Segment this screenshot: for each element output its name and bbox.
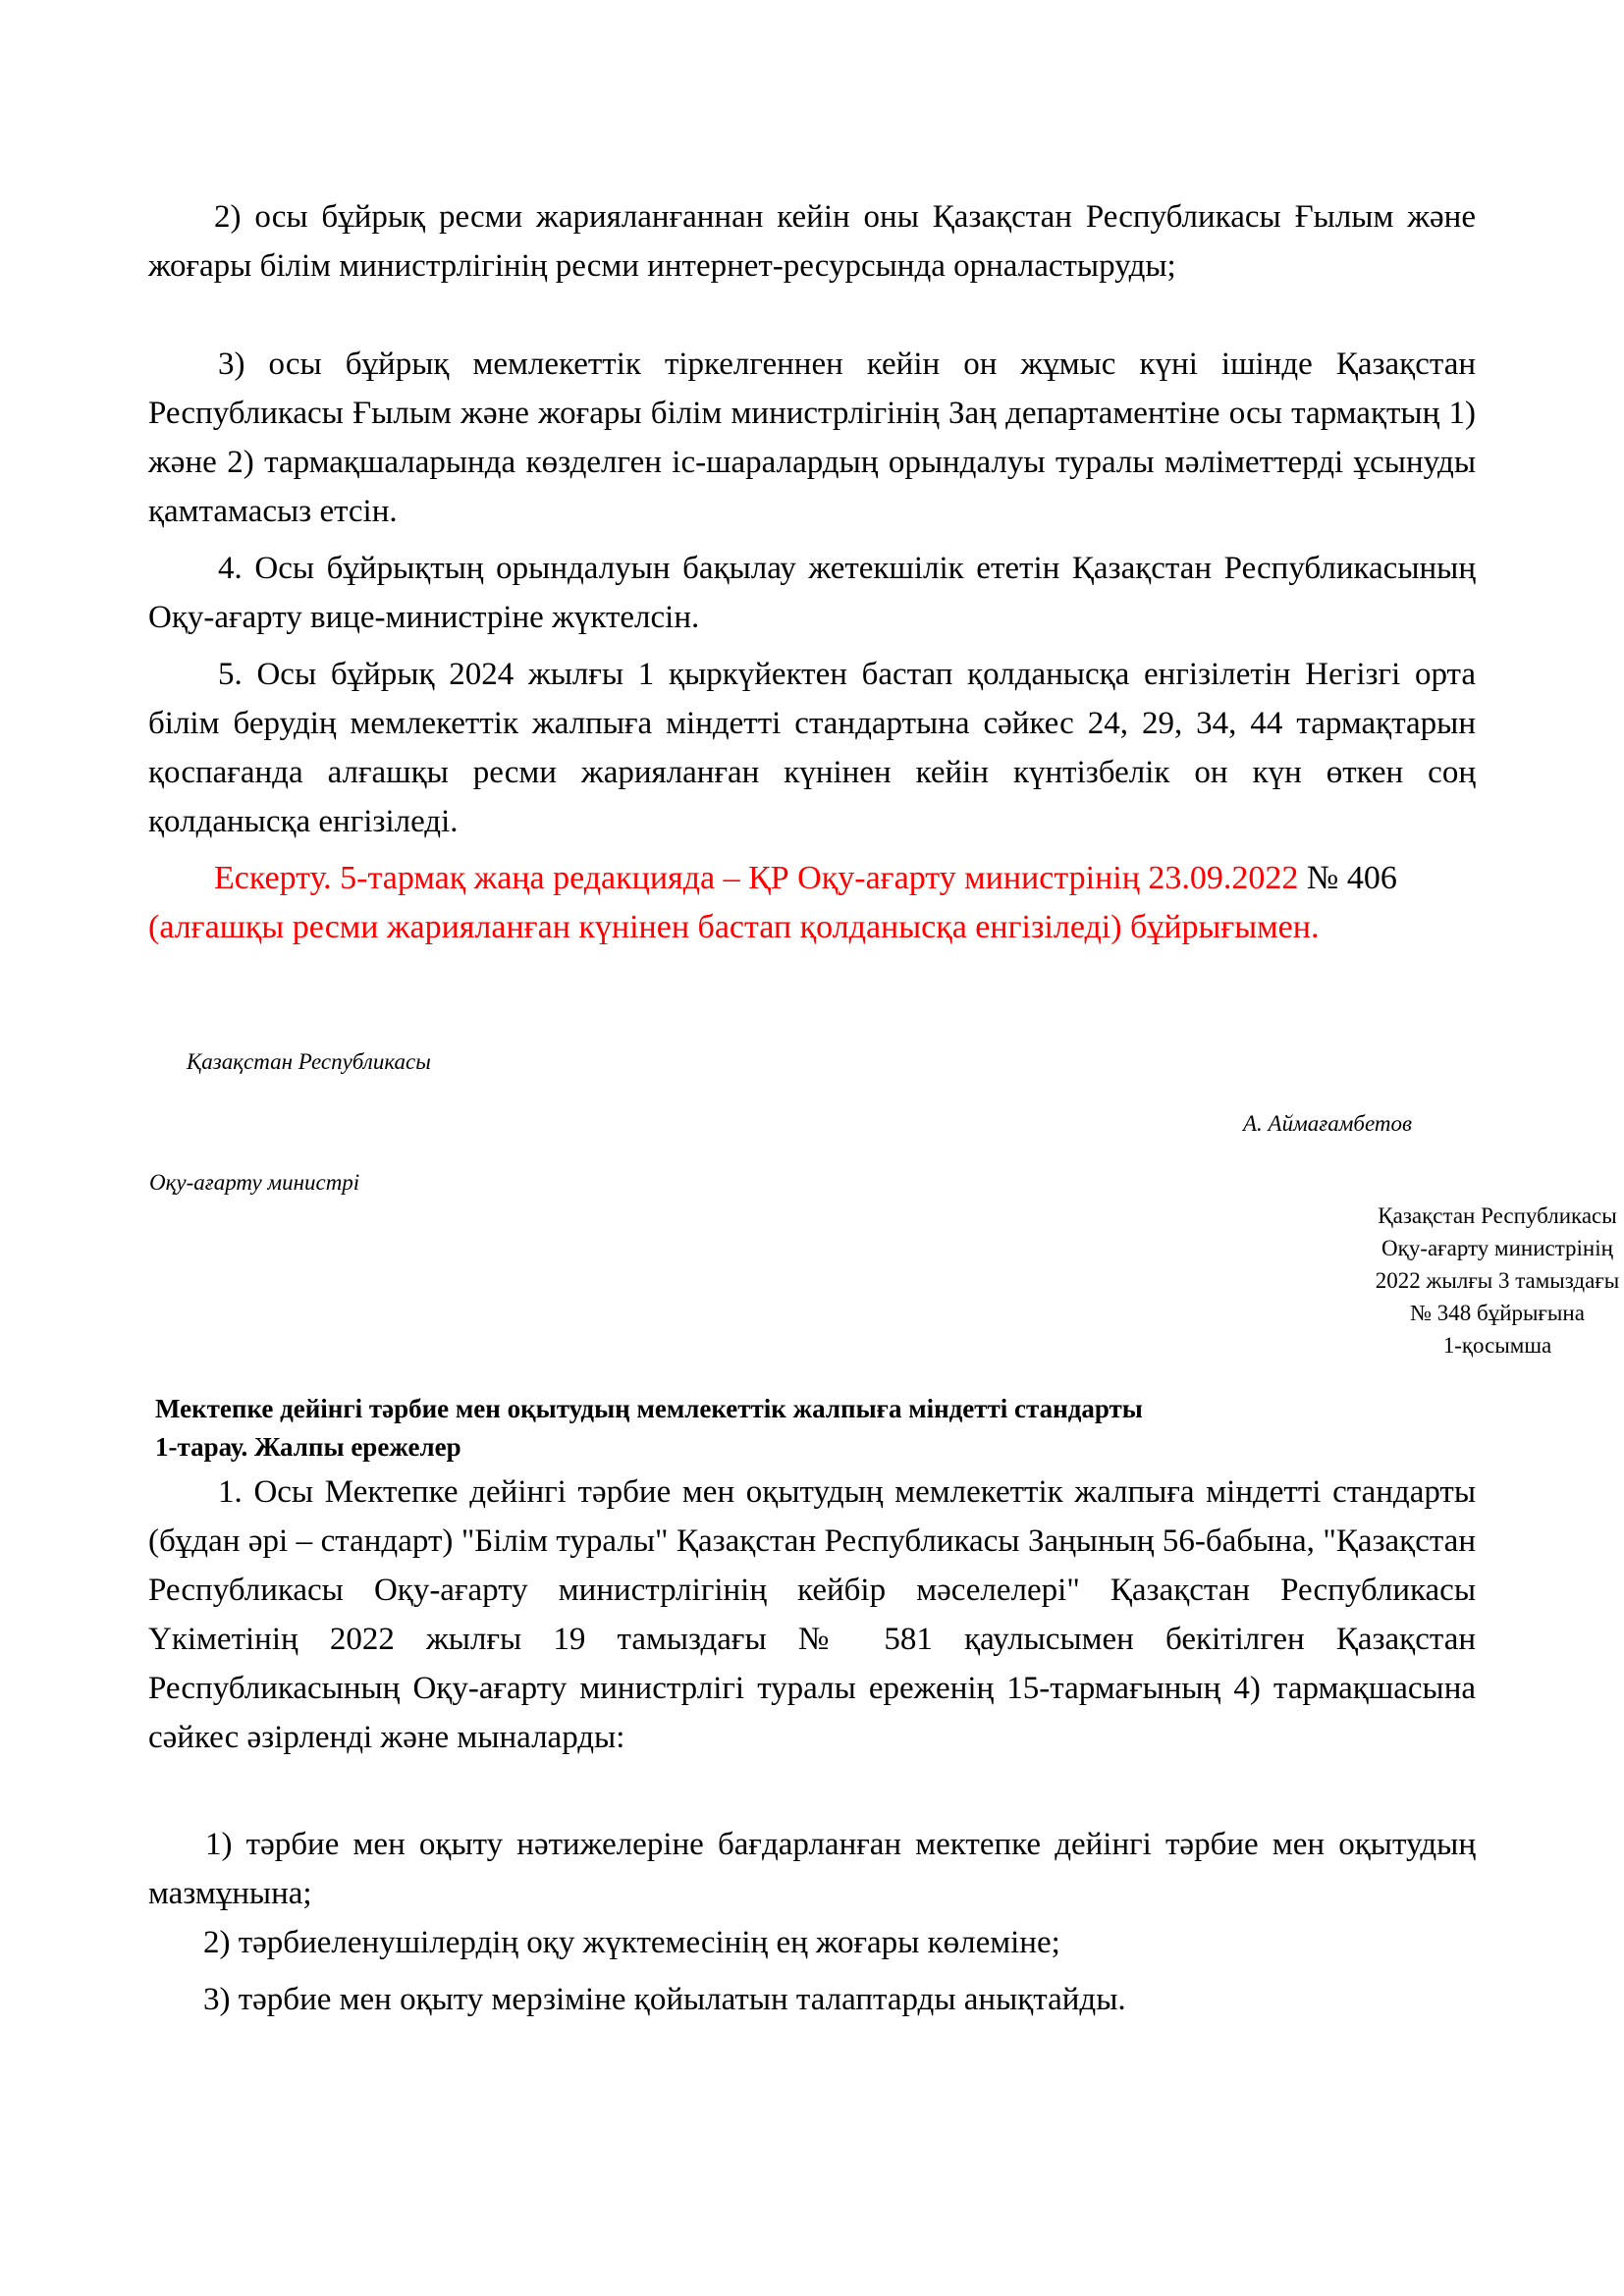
- standard-title: Мектепке дейінгі тәрбие мен оқытудың мемлекеттік жалпыға міндетті стандарты: [155, 1394, 1143, 1423]
- signature-name: А. Аймағамбетов: [1243, 1111, 1412, 1136]
- annex-line-4: № 348 бұйрығына: [1410, 1301, 1585, 1325]
- paragraph-3: 3) осы бұйрық мемлекеттік тіркелгеннен кейін он жұмыс күні ішінде Қазақстан Республикасы Ғылым және жоғары білім министрлігінің Заң департаментіне осы тармақтың 1) және 2) тармақшаларында көзделген іс-шаралардың орындалуы туралы мәліметтерді ұсынуды қамтамасыз етсін.: [148, 347, 1476, 529]
- annex-line-2: Оқу-ағарту министрінің: [1381, 1236, 1613, 1260]
- standard-item-2: 2) тәрбиеленушілердің оқу жүктемесінің ең жоғары көлеміне;: [203, 1925, 1060, 1960]
- amendment-note-effective: (алғашқы ресми жарияланған күнінен бастап қолданысқа енгізіледі) бұйрығымен.: [148, 909, 1320, 945]
- amendment-note-text: Ескерту. 5-тармақ жаңа редакцияда – ҚР Оқу-ағарту министрінің 23.09.2022: [214, 860, 1299, 896]
- paragraph-2: 2) осы бұйрық ресми жарияланғаннан кейін оны Қазақстан Республикасы Ғылым және жоғары білім министрлігінің ресми интернет-ресурсында орналастыруды;: [148, 199, 1476, 284]
- annex-stamp: [1335, 1200, 1624, 1362]
- amendment-order-link[interactable]: № 406: [1306, 860, 1397, 896]
- annex-line-1: Қазақстан Республикасы: [1378, 1203, 1617, 1228]
- signature-title-line2: Оқу-ағарту министрі: [149, 1170, 360, 1195]
- paragraph-5: 5. Осы бұйрық 2024 жылғы 1 қыркүйектен бастап қолданысқа енгізілетін Негізгі орта білім берудің мемлекеттік жалпыға міндетті стандартына сәйкес 24, 29, 34, 44 тармақтарын қоспағанда алғашқы ресми жарияланған күнінен кейін күнтізбелік он күн өткен соң қолданысқа енгізіледі.: [148, 657, 1476, 839]
- section-heading: 1-тарау. Жалпы ережелер: [155, 1432, 461, 1462]
- paragraph-4: 4. Осы бұйрықтың орындалуын бақылау жетекшілік ететін Қазақстан Республикасының Оқу-ағарту вице-министріне жүктелсін.: [148, 551, 1476, 635]
- annex-line-3: 2022 жылғы 3 тамыздағы: [1375, 1268, 1620, 1293]
- standard-paragraph-1: 1. Осы Мектепке дейінгі тәрбие мен оқытудың мемлекеттік жалпыға міндетті стандарты (бұдан әрі – стандарт) "Білім туралы" Қазақстан Республикасы Заңының 56-бабына, "Қазақстан Республикасы Оқу-ағарту министрлігінің кейбір мәселелері" Қазақстан Республикасы Үкіметінің 2022 жылғы 19 тамыздағы № 581 қаулысымен бекітілген Қазақстан Республикасының Оқу-ағарту министрлігі туралы ереженің 15-тармағының 4) тармақшасына сәйкес әзірленді және мыналарды:: [148, 1474, 1476, 1755]
- standard-item-3: 3) тәрбие мен оқыту мерзіміне қойылатын талаптарды анықтайды.: [203, 1982, 1126, 2017]
- standard-item-1: 1) тәрбие мен оқыту нәтижелеріне бағдарланған мектепке дейінгі тәрбие мен оқытудың мазмұнына;: [148, 1827, 1476, 1911]
- annex-line-5: 1-қосымша: [1442, 1333, 1552, 1358]
- amendment-note: [148, 854, 1476, 952]
- signature-title-line1: Қазақстан Республикасы: [187, 1049, 431, 1074]
